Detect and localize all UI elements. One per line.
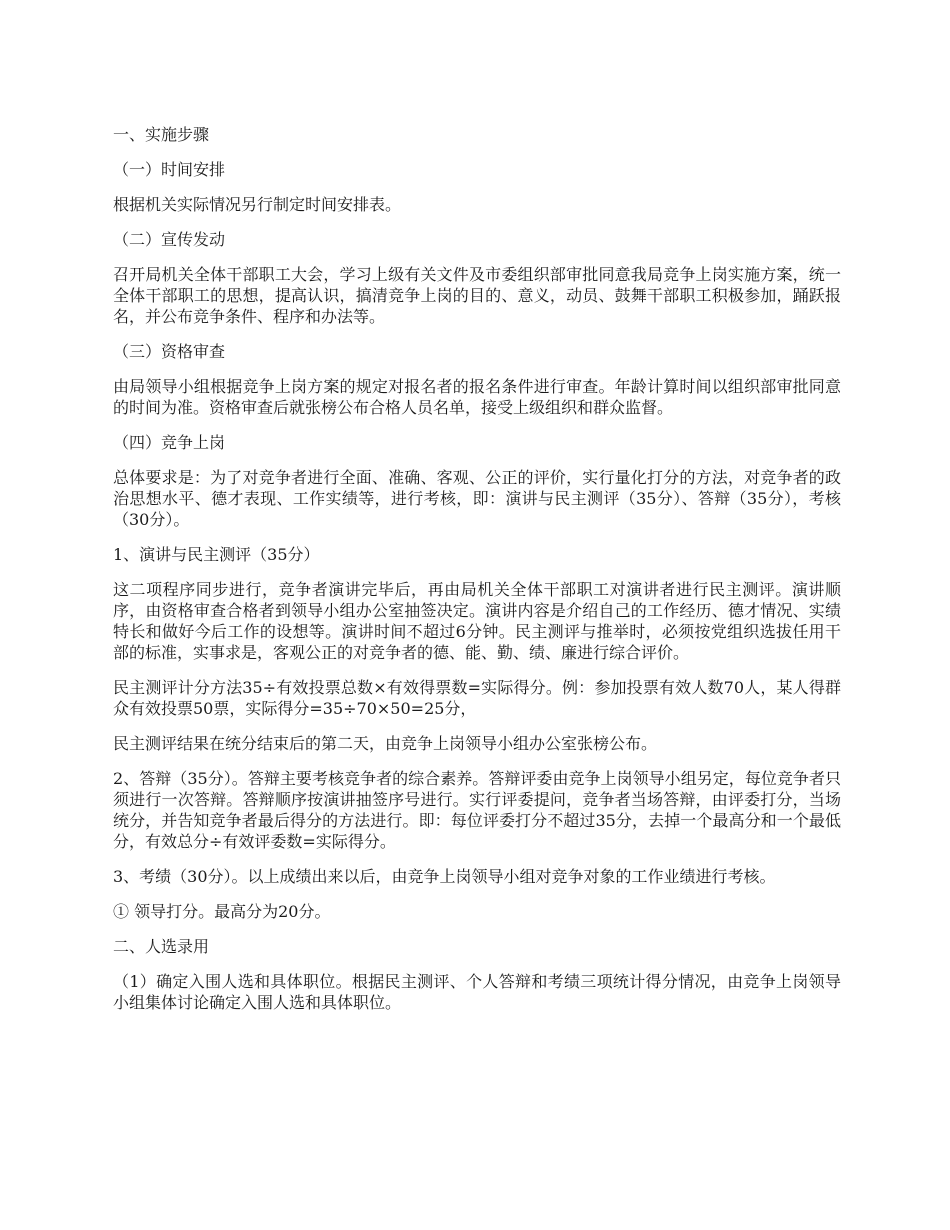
paragraph-leader-scoring: ① 领导打分。最高分为20分。	[113, 902, 331, 921]
paragraph-qualification-review: 由局领导小组根据竞争上岗方案的规定对报名者的报名条件进行审查。年龄计算时间以组织部审批同意的时间为准。资格审查后就张榜公布合格人员名单，接受上级组织和群众监督。	[113, 377, 841, 417]
subheading-publicity: （二）宣传发动	[113, 230, 226, 249]
paragraph-overall-requirements: 总体要求是：为了对竞争者进行全面、准确、客观、公正的评价，实行量化打分的方法，对竞争者的政治思想水平、德才表现、工作实绩等，进行考核，即：演讲与民主测评（35分）、答辩（35分），考核（30分）。	[113, 468, 841, 529]
subheading-speech-evaluation: 1、演讲与民主测评（35分）	[113, 545, 320, 564]
paragraph-scoring-method: 民主测评计分方法35÷有效投票总数×有效得票数=实际得分。例：参加投票有效人数70人，某人得群众有效投票50票，实际得分=35÷70×50=25分，	[113, 678, 841, 718]
paragraph-schedule: 根据机关实际情况另行制定时间安排表。	[113, 195, 402, 214]
paragraph-final-selection: （1）确定入围人选和具体职位。根据民主测评、个人答辩和考绩三项统计得分情况，由竞争上岗领导小组集体讨论确定入围人选和具体职位。	[113, 972, 841, 1012]
paragraph-performance-review: 3、考绩（30分）。以上成绩出来以后，由竞争上岗领导小组对竞争对象的工作业绩进行考核。	[113, 867, 776, 886]
subheading-competition: （四）竞争上岗	[113, 433, 226, 452]
section-heading-implementation-steps: 一、实施步骤	[113, 125, 210, 144]
paragraph-publicity: 召开局机关全体干部职工大会，学习上级有关文件及市委组织部审批同意我局竞争上岗实施方案，统一全体干部职工的思想，提高认识，搞清竞争上岗的目的、意义，动员、鼓舞干部职工积极参加，踊跃报名，并公布竞争条件、程序和办法等。	[113, 265, 841, 326]
document-body	[113, 124, 841, 1027]
subheading-schedule: （一）时间安排	[113, 160, 226, 179]
subheading-qualification-review: （三）资格审查	[113, 342, 226, 361]
section-heading-selection: 二、人选录用	[113, 937, 210, 956]
paragraph-speech-process: 这二项程序同步进行，竞争者演讲完毕后，再由局机关全体干部职工对演讲者进行民主测评。演讲顺序，由资格审查合格者到领导小组办公室抽签决定。演讲内容是介绍自己的工作经历、德才情况、实绩特长和做好今后工作的设想等。演讲时间不超过6分钟。民主测评与推举时，必须按党组织选拔任用干部的标准，实事求是，客观公正的对竞争者的德、能、勤、绩、廉进行综合评价。	[113, 580, 841, 662]
paragraph-results-announcement: 民主测评结果在统分结束后的第二天，由竞争上岗领导小组办公室张榜公布。	[113, 734, 658, 753]
paragraph-defense: 2、答辩（35分）。答辩主要考核竞争者的综合素养。答辩评委由竞争上岗领导小组另定，每位竞争者只须进行一次答辩。答辩顺序按演讲抽签序号进行。实行评委提问，竞争者当场答辩，由评委打分，当场统分，并告知竞争者最后得分的方法进行。即：每位评委打分不超过35分，去掉一个最高分和一个最低分，有效总分÷有效评委数=实际得分。	[113, 769, 841, 851]
